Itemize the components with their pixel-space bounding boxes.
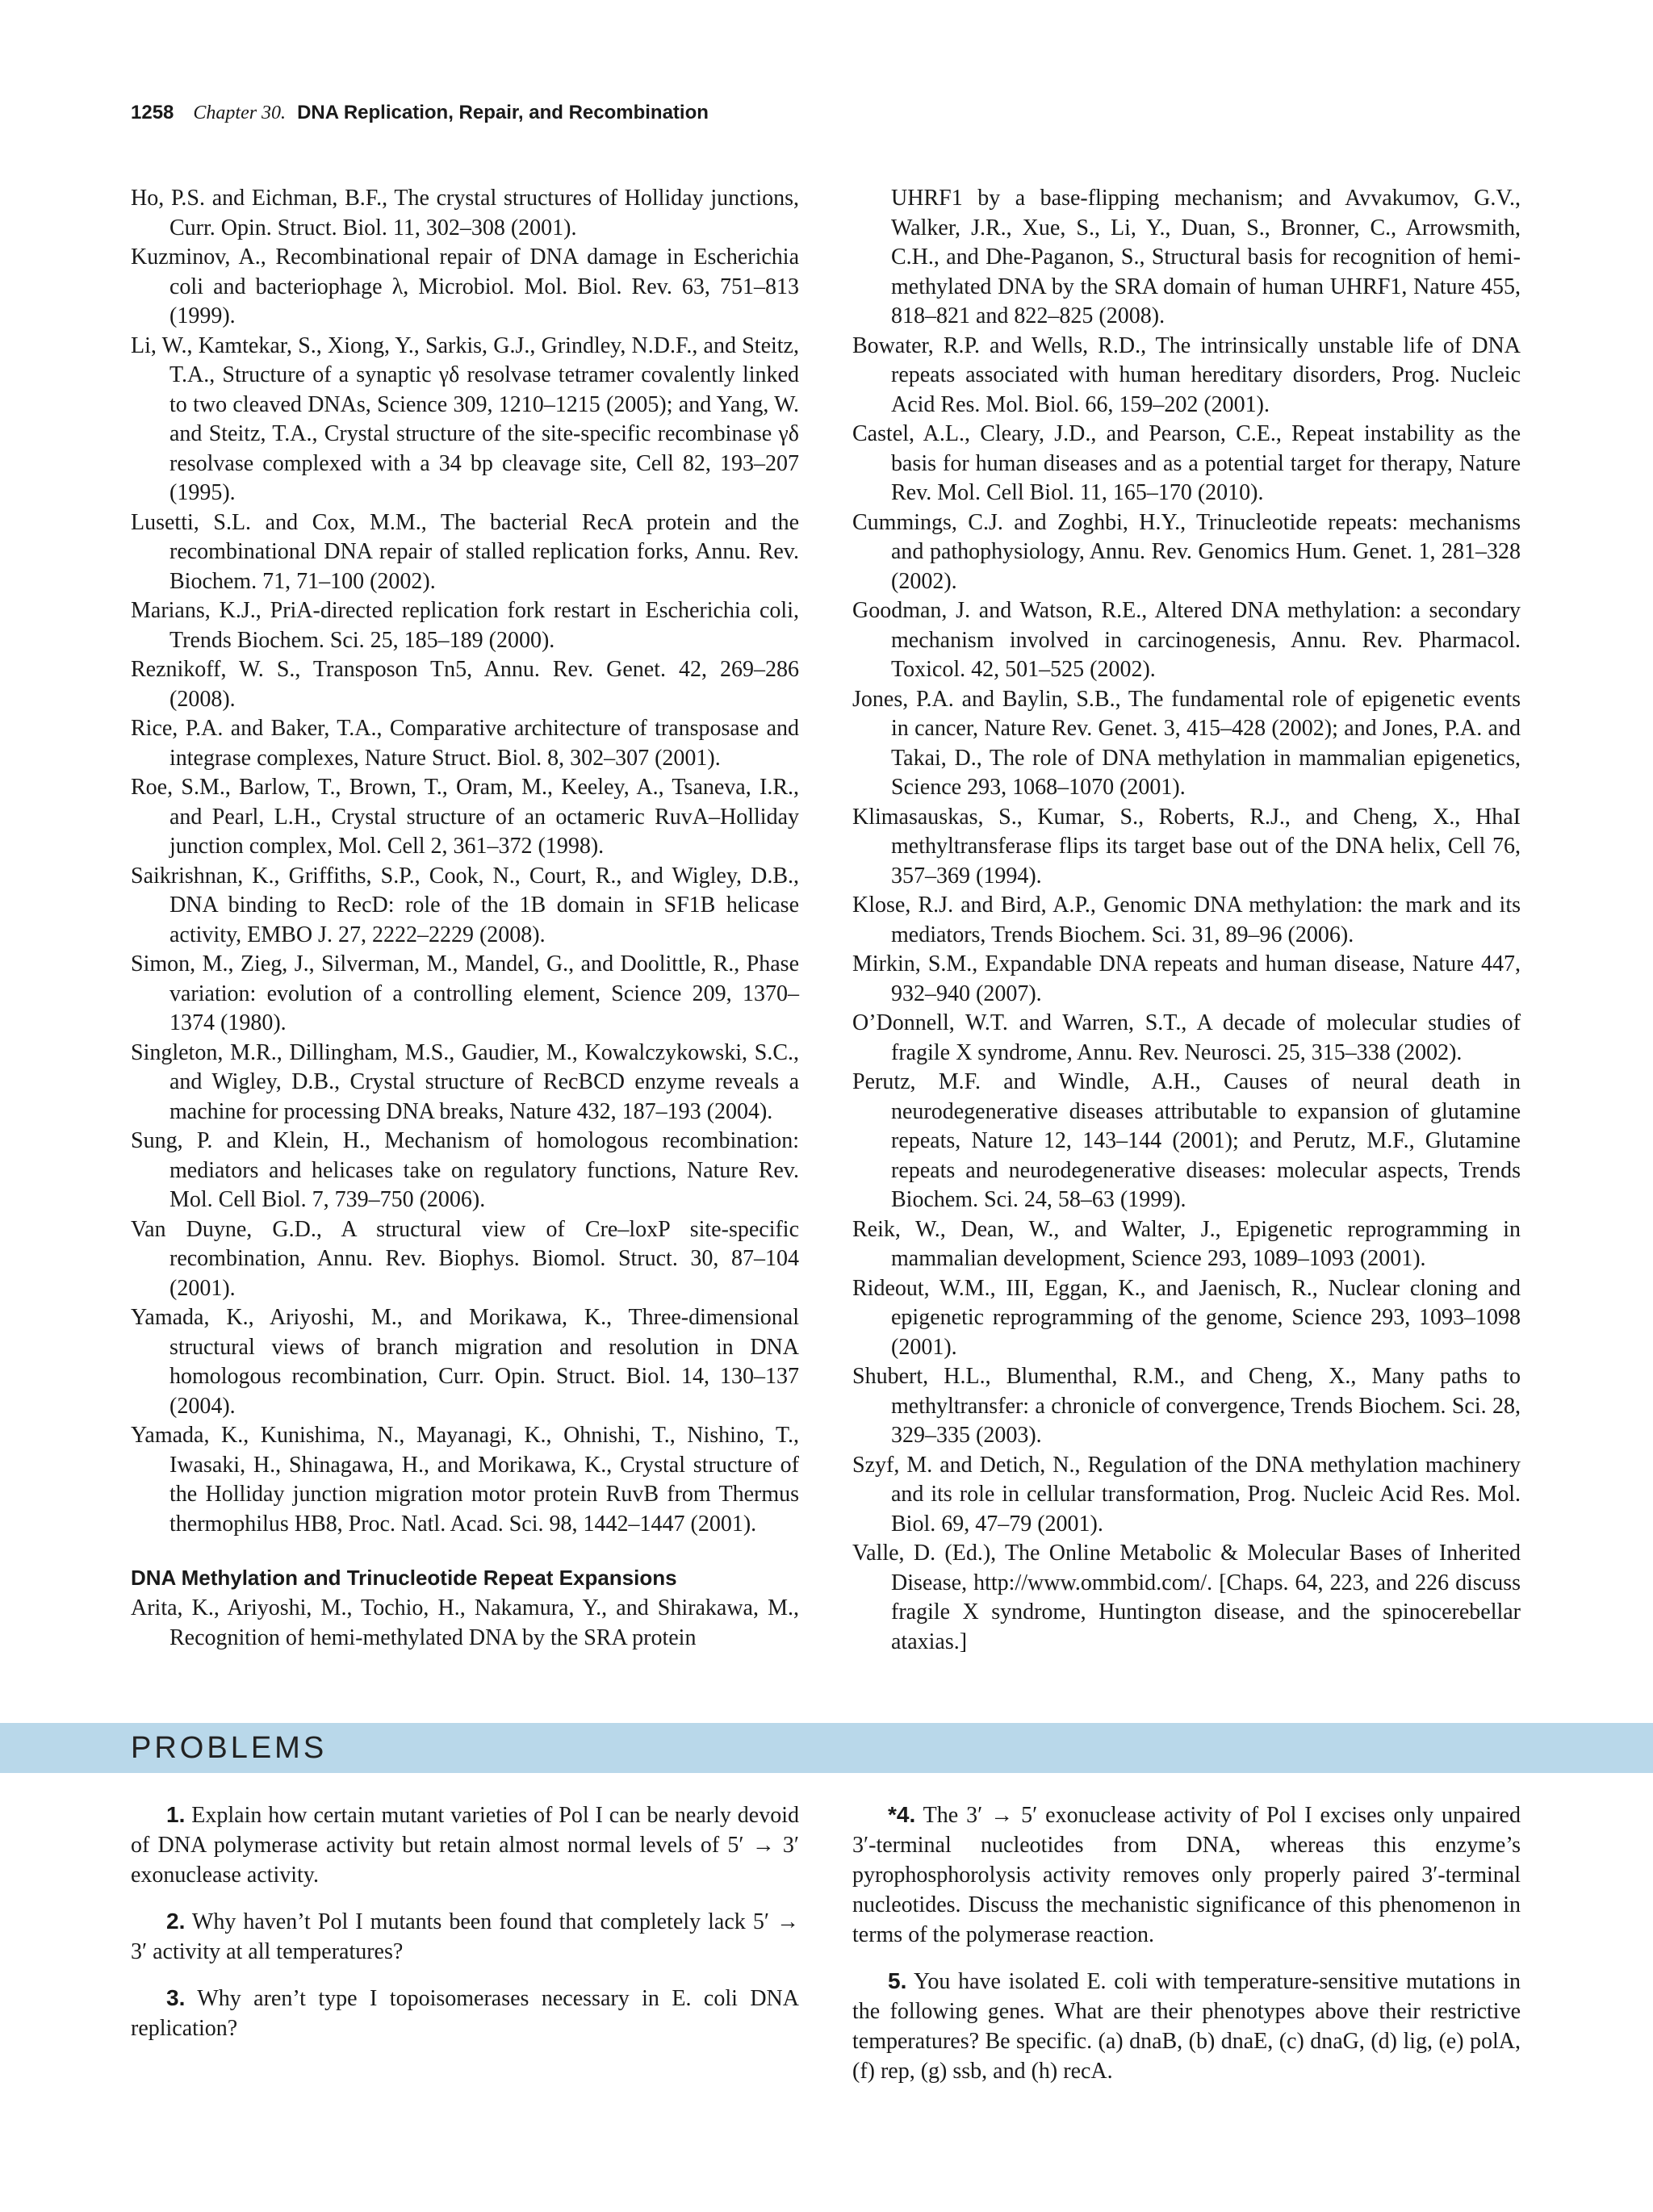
chapter-label: Chapter 30. [193,102,287,123]
reference-entry: Reik, W., Dean, W., and Walter, J., Epigenetic reprogramming in mammalian development, Science 293, 1089–1093 (2001). [852,1216,1521,1271]
reference-entry: Singleton, M.R., Dillingham, M.S., Gaudier, M., Kowalczykowski, S.C., and Wigley, D.B., Crystal structure of RecBCD enzyme reveals a machine for processing DNA breaks, Nature 432, 187–193 (2004). [131,1039,799,1124]
reference-entry: Rideout, W.M., III, Eggan, K., and Jaenisch, R., Nuclear cloning and epigenetic reprogramming of the genome, Science 293, 1093–1098 (2001). [852,1275,1521,1360]
reference-entry: O’Donnell, W.T. and Warren, S.T., A decade of molecular studies of fragile X syndrome, Annu. Rev. Neurosci. 25, 315–338 (2002). [852,1010,1521,1065]
page-header [131,102,709,124]
reference-entry: Perutz, M.F. and Windle, A.H., Causes of neural death in neurodegenerative diseases attributable to expansion of glutamine repeats, Nature 12, 143–144 (2001); and Perutz, M.F., Glutamine repeats and neurodegenerative diseases: molecular aspects, Trends Biochem. Sci. 24, 58–63 (1999). [852,1069,1521,1212]
problem-text: You have isolated E. coli with temperature-sensitive mutations in the following genes. What are their phenotypes above their restrictive temperatures? Be specific. (a) dnaB, (b) dnaE, (c) dnaG, (d) lig, (e) polA, (f) rep, (g) ssb, and (h) recA. [852,1969,1521,2084]
reference-entry: Arita, K., Ariyoshi, M., Tochio, H., Nakamura, Y., and Shirakawa, M., Recognition of hemi-methylated DNA by the SRA protein [131,1595,799,1650]
reference-entry: Yamada, K., Kunishima, N., Mayanagi, K., Ohnishi, T., Nishino, T., Iwasaki, H., Shinagawa, H., and Morikawa, K., Crystal structure of the Holliday junction migration motor protein RuvB from Thermus thermophilus HB8, Proc. Natl. Acad. Sci. 98, 1442–1447 (2001). [131,1423,799,1537]
reference-entry: Roe, S.M., Barlow, T., Brown, T., Oram, M., Keeley, A., Tsaneva, I.R., and Pearl, L.H., Crystal structure of an octameric RuvA–Holliday junction complex, Mol. Cell 2, 361–372 (1998). [131,775,799,859]
problem-text: The 3′ → 5′ exonuclease activity of Pol I excises only unpaired 3′-terminal nucleotides from DNA, whereas this enzyme’s pyrophosphorolysis activity removes only properly paired 3′-terminal nucleotides. Discuss the mechanistic significance of this phenomenon in terms of the polymerase reaction. [852,1803,1521,1947]
section-heading-methylation: DNA Methylation and Trinucleotide Repeat Expansions [131,1566,677,1590]
reference-entry: Simon, M., Zieg, J., Silverman, M., Mandel, G., and Doolittle, R., Phase variation: evolution of a controlling element, Science 209, 1370–1374 (1980). [131,951,799,1035]
problem-number: 3. [166,1985,186,2010]
reference-entry: Szyf, M. and Detich, N., Regulation of the DNA methylation machinery and its role in cellular transformation, Prog. Nucleic Acid Res. Mol. Biol. 69, 47–79 (2001). [852,1452,1521,1537]
problem-number: 2. [166,1909,186,1934]
reference-entry: Mirkin, S.M., Expandable DNA repeats and human disease, Nature 447, 932–940 (2007). [852,951,1521,1006]
problems-right-column [852,1800,1521,2102]
reference-entry: Castel, A.L., Cleary, J.D., and Pearson, C.E., Repeat instability as the basis for human diseases and as a potential target for therapy, Nature Rev. Mol. Cell Biol. 11, 165–170 (2010). [852,421,1521,505]
problem-item [131,1800,799,1890]
problem-number: 1. [166,1802,186,1827]
reference-entry: Marians, K.J., PriA-directed replication fork restart in Escherichia coli, Trends Biochem. Sci. 25, 185–189 (2000). [131,598,799,653]
reference-entry: Valle, D. (Ed.), The Online Metabolic & Molecular Bases of Inherited Disease, http://www.ommbid.com/. [Chaps. 64, 223, and 226 discuss fragile X syndrome, Huntington disease, and the spinocerebellar ataxias.] [852,1541,1521,1654]
problem-text: Why haven’t Pol I mutants been found that completely lack 5′ → 3′ activity at all temperatures? [131,1909,799,1964]
reference-entry: Lusetti, S.L. and Cox, M.M., The bacterial RecA protein and the recombinational DNA repair of stalled replication forks, Annu. Rev. Biochem. 71, 71–100 (2002). [131,509,799,594]
problems-title: PROBLEMS [131,1731,328,1765]
problems-banner [0,1723,1653,1773]
problem-item [131,1983,799,2043]
reference-continuation: UHRF1 by a base-flipping mechanism; and Avvakumov, G.V., Walker, J.R., Xue, S., Li, Y., Duan, S., Bronner, C., Arrowsmith, C.H., and Dhe-Paganon, S., Structural basis for recognition of hemi-methylated DNA by the SRA domain of human UHRF1, Nature 455, 818–821 and 822–825 (2008). [891,186,1521,328]
reference-entry: Klimasauskas, S., Kumar, S., Roberts, R.J., and Cheng, X., HhaI methyltransferase flips its target base out of the DNA helix, Cell 76, 357–369 (1994). [852,804,1521,889]
problem-item [852,1966,1521,2086]
page-number: 1258 [131,102,174,123]
problem-item [852,1800,1521,1950]
reference-entry: Klose, R.J. and Bird, A.P., Genomic DNA methylation: the mark and its mediators, Trends Biochem. Sci. 31, 89–96 (2006). [852,893,1521,947]
reference-entry: Reznikoff, W. S., Transposon Tn5, Annu. Rev. Genet. 42, 269–286 (2008). [131,657,799,712]
references-right-column [852,184,1521,1657]
references-left-column [131,184,799,1653]
reference-entry: Kuzminov, A., Recombinational repair of DNA damage in Escherichia coli and bacteriophage λ, Microbiol. Mol. Biol. Rev. 63, 751–813 (1999). [131,245,799,328]
reference-entry: Yamada, K., Ariyoshi, M., and Morikawa, K., Three-dimensional structural views of branch migration and resolution in DNA homologous recombination, Curr. Opin. Struct. Biol. 14, 130–137 (2004). [131,1305,799,1419]
problem-number: *4. [888,1802,916,1827]
reference-entry: Bowater, R.P. and Wells, R.D., The intrinsically unstable life of DNA repeats associated with human hereditary disorders, Prog. Nucleic Acid Res. Mol. Biol. 66, 159–202 (2001). [852,332,1521,417]
reference-entry: Rice, P.A. and Baker, T.A., Comparative architecture of transposase and integrase complexes, Nature Struct. Biol. 8, 302–307 (2001). [131,716,799,771]
problem-text: Why aren’t type I topoisomerases necessary in E. coli DNA replication? [131,1986,799,2041]
reference-entry: Jones, P.A. and Baylin, S.B., The fundamental role of epigenetic events in cancer, Nature Rev. Genet. 3, 415–428 (2002); and Jones, P.A. and Takai, D., The role of DNA methylation in mammalian epigenetics, Science 293, 1068–1070 (2001). [852,686,1521,800]
reference-entry: Shubert, H.L., Blumenthal, R.M., and Cheng, X., Many paths to methyltransfer: a chronicle of convergence, Trends Biochem. Sci. 28, 329–335 (2003). [852,1364,1521,1448]
reference-entry: Goodman, J. and Watson, R.E., Altered DNA methylation: a secondary mechanism involved in carcinogenesis, Annu. Rev. Pharmacol. Toxicol. 42, 501–525 (2002). [852,598,1521,682]
reference-entry: Saikrishnan, K., Griffiths, S.P., Cook, N., Court, R., and Wigley, D.B., DNA binding to RecD: role of the 1B domain in SF1B helicase activity, EMBO J. 27, 2222–2229 (2008). [131,863,799,947]
reference-entry: Li, W., Kamtekar, S., Xiong, Y., Sarkis, G.J., Grindley, N.D.F., and Steitz, T.A., Structure of a synaptic γδ resolvase tetramer covalently linked to two cleaved DNAs, Science 309, 1210–1215 (2005); and Yang, W. and Steitz, T.A., Crystal structure of the site-specific recombinase γδ resolvase complexed with a 34 bp cleavage site, Cell 82, 193–207 (1995). [131,332,799,505]
reference-entry: Cummings, C.J. and Zoghbi, H.Y., Trinucleotide repeats: mechanisms and pathophysiology, Annu. Rev. Genomics Hum. Genet. 1, 281–328 (2002). [852,509,1521,594]
reference-entry: Van Duyne, G.D., A structural view of Cre–loxP site-specific recombination, Annu. Rev. Biophys. Biomol. Struct. 30, 87–104 (2001). [131,1216,799,1301]
reference-entry: Sung, P. and Klein, H., Mechanism of homologous recombination: mediators and helicases take on regulatory functions, Nature Rev. Mol. Cell Biol. 7, 739–750 (2006). [131,1128,799,1212]
problem-text: Explain how certain mutant varieties of Pol I can be nearly devoid of DNA polymerase activity but retain almost normal levels of 5′ → 3′ exonuclease activity. [131,1803,799,1888]
reference-entry: Ho, P.S. and Eichman, B.F., The crystal structures of Holliday junctions, Curr. Opin. Struct. Biol. 11, 302–308 (2001). [131,186,799,240]
problem-item [131,1906,799,1967]
chapter-title: DNA Replication, Repair, and Recombination [297,102,709,123]
problems-left-column [131,1800,799,2059]
problem-number: 5. [888,1968,907,1993]
